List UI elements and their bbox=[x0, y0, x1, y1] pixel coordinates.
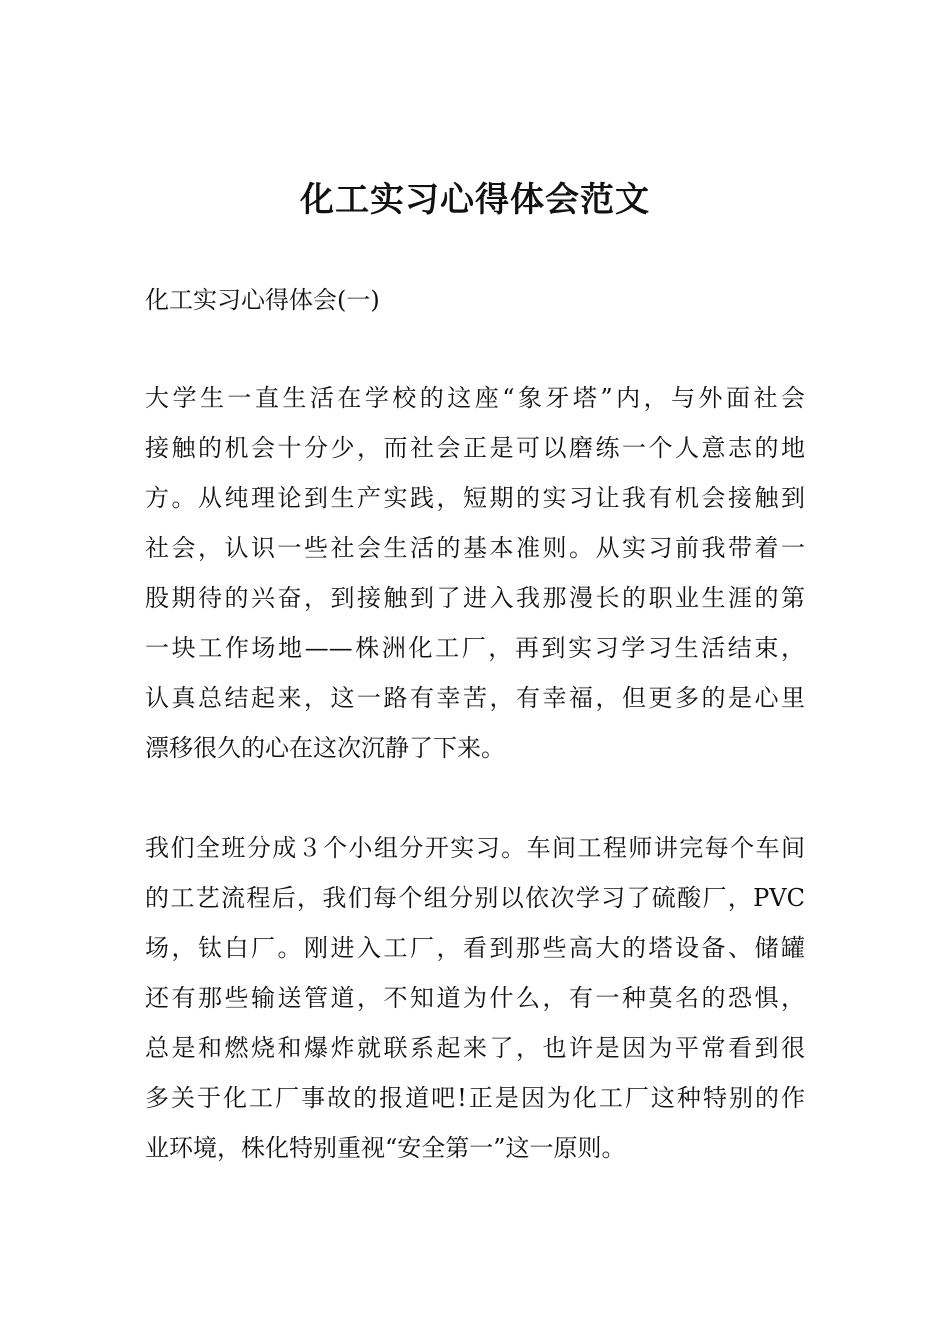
section-heading: 化工实习心得体会(一) bbox=[145, 286, 380, 314]
paragraph-line: 总是和燃烧和爆炸就联系起来了，也许是因为平常看到很 bbox=[145, 1034, 805, 1062]
paragraph-line: 我们全班分成３个小组分开实习。车间工程师讲完每个车间 bbox=[145, 834, 805, 862]
paragraph-line: 认真总结起来，这一路有幸苦，有幸福，但更多的是心里 bbox=[145, 684, 805, 712]
paragraph-2 bbox=[145, 823, 805, 1173]
paragraph-line: 还有那些输送管道，不知道为什么，有一种莫名的恐惧， bbox=[145, 984, 805, 1012]
paragraph-line: 场，钛白厂。刚进入工厂，看到那些高大的塔设备、储罐 bbox=[145, 934, 805, 962]
paragraph-line: 大学生一直生活在学校的这座“象牙塔”内，与外面社会 bbox=[145, 384, 805, 412]
paragraph-line: 一块工作场地——株洲化工厂，再到实习学习生活结束， bbox=[145, 634, 805, 662]
paragraph-line: 多关于化工厂事故的报道吧!正是因为化工厂这种特别的作 bbox=[145, 1084, 805, 1112]
paragraph-line: 股期待的兴奋，到接触到了进入我那漫长的职业生涯的第 bbox=[145, 584, 805, 612]
paragraph-line: 的工艺流程后，我们每个组分别以依次学习了硫酸厂，PVC bbox=[145, 884, 805, 912]
paragraph-line: 业环境，株化特别重视“安全第一”这一原则。 bbox=[145, 1134, 626, 1162]
paragraph-1 bbox=[145, 373, 805, 773]
paragraph-line: 漂移很久的心在这次沉静了下来。 bbox=[145, 734, 505, 762]
document-title: 化工实习心得体会范文 bbox=[300, 180, 650, 220]
paragraph-line: 接触的机会十分少，而社会正是可以磨练一个人意志的地 bbox=[145, 434, 805, 462]
paragraph-line: 方。从纯理论到生产实践，短期的实习让我有机会接触到 bbox=[145, 484, 805, 512]
paragraph-line: 社会，认识一些社会生活的基本准则。从实习前我带着一 bbox=[145, 534, 805, 562]
